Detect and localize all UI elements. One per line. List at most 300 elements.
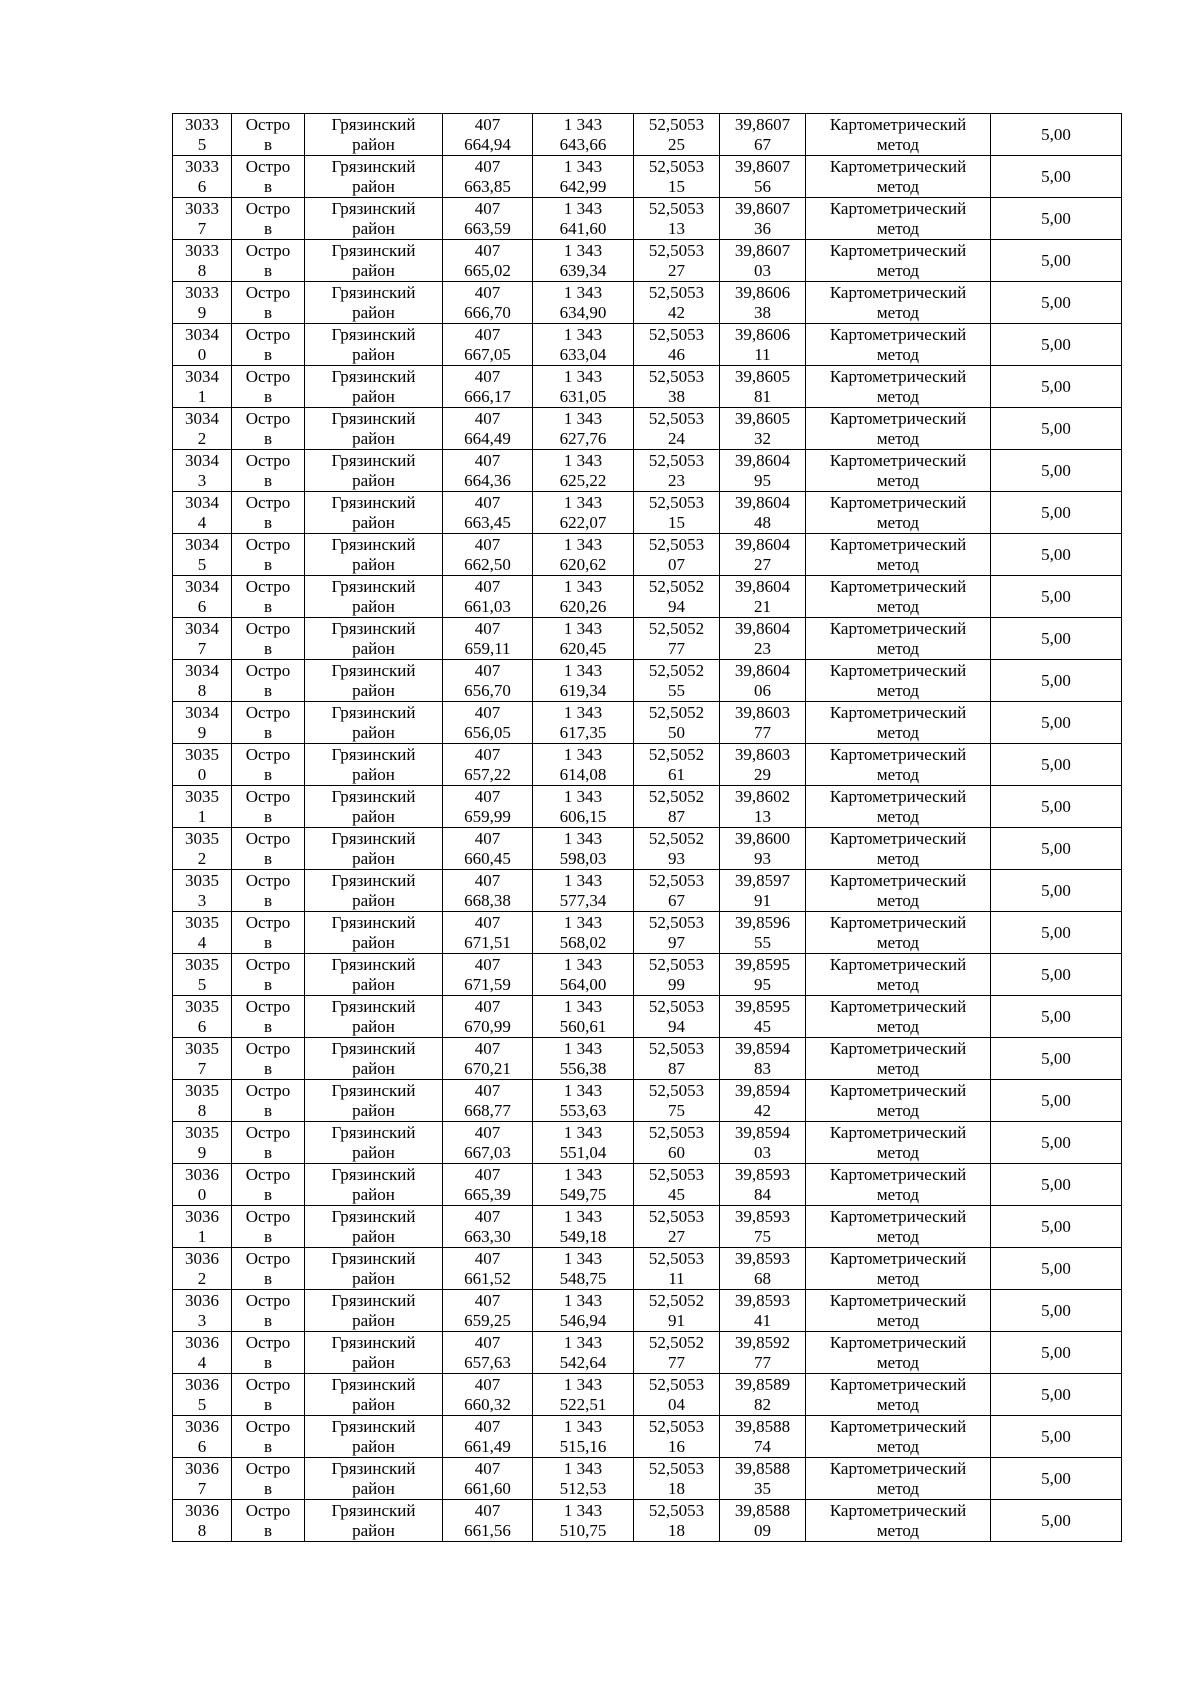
object-type-cell-line: Остро: [245, 618, 291, 638]
coord-x-cell-line: 407: [474, 1458, 501, 1478]
coord-y-cell: [533, 1038, 634, 1080]
point-number-cell-line: 3034: [185, 618, 219, 638]
method-cell-line: метод: [876, 848, 920, 868]
district-cell-line: район: [352, 1226, 395, 1246]
point-number-cell-line: 3033: [185, 282, 219, 302]
latitude-cell-line: 87: [668, 1058, 685, 1078]
district-cell-line: Грязинский: [331, 366, 416, 386]
coord-y-cell-line: 606,15: [559, 806, 607, 826]
latitude-cell-line: 52,5053: [648, 912, 705, 932]
accuracy-cell: 5,00: [991, 870, 1122, 912]
longitude-cell-line: 09: [754, 1520, 771, 1540]
object-type-cell: [232, 954, 305, 996]
district-cell: [305, 408, 443, 450]
method-cell: [806, 324, 991, 366]
coord-y-cell-line: 510,75: [559, 1520, 607, 1540]
district-cell: [305, 1122, 443, 1164]
latitude-cell-line: 38: [668, 386, 685, 406]
latitude-cell-line: 67: [668, 890, 685, 910]
point-number-cell-line: 3: [197, 470, 207, 490]
latitude-cell: [634, 828, 720, 870]
latitude-cell: [634, 1416, 720, 1458]
coord-x-cell: [443, 1080, 533, 1122]
longitude-cell: [720, 114, 806, 156]
coord-y-cell: [533, 114, 634, 156]
method-cell-line: Картометрический: [829, 1164, 967, 1184]
latitude-cell-line: 11: [668, 1268, 685, 1288]
coord-x-cell-line: 661,49: [464, 1436, 511, 1456]
coord-x-cell: [443, 828, 533, 870]
coord-x-cell-line: 657,63: [464, 1352, 511, 1372]
district-cell-line: район: [352, 1142, 395, 1162]
coord-x-cell: [443, 240, 533, 282]
object-type-cell: [232, 912, 305, 954]
longitude-cell-line: 42: [754, 1100, 771, 1120]
table-row: [173, 702, 1122, 744]
coord-x-cell-line: 407: [474, 786, 501, 806]
longitude-cell: [720, 576, 806, 618]
point-number-cell: [173, 1416, 232, 1458]
method-cell: [806, 870, 991, 912]
district-cell-line: район: [352, 428, 395, 448]
latitude-cell-line: 52,5053: [648, 1122, 705, 1142]
accuracy-cell: 5,00: [991, 828, 1122, 870]
coord-y-cell-line: 620,62: [559, 554, 607, 574]
district-cell-line: район: [352, 1016, 395, 1036]
object-type-cell: [232, 450, 305, 492]
object-type-cell-line: в: [263, 806, 273, 826]
coord-x-cell: [443, 450, 533, 492]
district-cell-line: район: [352, 680, 395, 700]
longitude-cell-line: 95: [754, 974, 771, 994]
point-number-cell: [173, 492, 232, 534]
method-cell: [806, 492, 991, 534]
coord-x-cell-line: 407: [474, 1206, 501, 1226]
point-number-cell-line: 4: [197, 932, 207, 952]
district-cell-line: район: [352, 848, 395, 868]
coord-y-cell-line: 1 343: [563, 198, 603, 218]
coord-y-cell: [533, 1164, 634, 1206]
accuracy-cell: 5,00: [991, 660, 1122, 702]
method-cell-line: Картометрический: [829, 870, 967, 890]
table-row: [173, 1458, 1122, 1500]
longitude-cell: [720, 450, 806, 492]
method-cell: [806, 450, 991, 492]
coord-x-cell-line: 656,05: [464, 722, 511, 742]
coord-y-cell: [533, 450, 634, 492]
point-number-cell-line: 5: [197, 974, 207, 994]
table-row: [173, 492, 1122, 534]
district-cell-line: район: [352, 1268, 395, 1288]
district-cell-line: Грязинский: [331, 156, 416, 176]
longitude-cell-line: 45: [754, 1016, 771, 1036]
district-cell-line: район: [352, 470, 395, 490]
accuracy-cell: 5,00: [991, 1038, 1122, 1080]
latitude-cell-line: 52,5053: [648, 954, 705, 974]
coord-x-cell-line: 661,52: [464, 1268, 511, 1288]
latitude-cell-line: 91: [668, 1310, 685, 1330]
latitude-cell: [634, 1080, 720, 1122]
district-cell: [305, 1080, 443, 1122]
point-number-cell-line: 9: [197, 722, 207, 742]
coord-x-cell: [443, 114, 533, 156]
table-row: [173, 912, 1122, 954]
longitude-cell-line: 39,8588: [734, 1416, 791, 1436]
coord-y-cell: [533, 366, 634, 408]
coord-x-cell: [443, 954, 533, 996]
district-cell-line: Грязинский: [331, 492, 416, 512]
latitude-cell: [634, 744, 720, 786]
longitude-cell: [720, 1122, 806, 1164]
method-cell-line: Картометрический: [829, 618, 967, 638]
coord-x-cell-line: 407: [474, 618, 501, 638]
point-number-cell-line: 3: [197, 890, 207, 910]
point-number-cell: [173, 996, 232, 1038]
longitude-cell: [720, 1458, 806, 1500]
coord-x-cell-line: 407: [474, 1500, 501, 1520]
latitude-cell: [634, 114, 720, 156]
object-type-cell-line: в: [263, 470, 273, 490]
latitude-cell-line: 94: [668, 596, 685, 616]
latitude-cell: [634, 912, 720, 954]
point-number-cell-line: 3: [197, 1310, 207, 1330]
longitude-cell-line: 39,8603: [734, 744, 791, 764]
coord-x-cell-line: 666,70: [464, 302, 511, 322]
district-cell-line: район: [352, 554, 395, 574]
coord-y-cell-line: 614,08: [559, 764, 607, 784]
coord-x-cell: [443, 534, 533, 576]
coord-y-cell-line: 1 343: [563, 660, 603, 680]
coord-x-cell-line: 659,99: [464, 806, 511, 826]
latitude-cell: [634, 954, 720, 996]
longitude-cell-line: 56: [754, 176, 771, 196]
latitude-cell-line: 77: [668, 638, 685, 658]
coord-y-cell: [533, 1248, 634, 1290]
method-cell-line: метод: [876, 176, 920, 196]
method-cell-line: Картометрический: [829, 324, 967, 344]
coord-y-cell-line: 1 343: [563, 1332, 603, 1352]
longitude-cell: [720, 870, 806, 912]
table-row: [173, 450, 1122, 492]
coord-y-cell: [533, 828, 634, 870]
longitude-cell: [720, 1332, 806, 1374]
coord-y-cell: [533, 324, 634, 366]
latitude-cell-line: 52,5053: [648, 366, 705, 386]
object-type-cell-line: Остро: [245, 702, 291, 722]
district-cell-line: Грязинский: [331, 324, 416, 344]
point-number-cell-line: 3035: [185, 870, 219, 890]
point-number-cell-line: 3034: [185, 702, 219, 722]
longitude-cell-line: 39,8595: [734, 996, 791, 1016]
longitude-cell: [720, 702, 806, 744]
coord-y-cell: [533, 282, 634, 324]
point-number-cell: [173, 1458, 232, 1500]
method-cell-line: метод: [876, 134, 920, 154]
latitude-cell: [634, 1332, 720, 1374]
latitude-cell-line: 52,5053: [648, 324, 705, 344]
district-cell: [305, 492, 443, 534]
coord-x-cell-line: 663,45: [464, 512, 511, 532]
district-cell: [305, 828, 443, 870]
coord-y-cell-line: 1 343: [563, 912, 603, 932]
point-number-cell-line: 2: [197, 848, 207, 868]
coord-y-cell: [533, 618, 634, 660]
point-number-cell-line: 3033: [185, 156, 219, 176]
object-type-cell: [232, 870, 305, 912]
coord-x-cell: [443, 324, 533, 366]
latitude-cell-line: 52,5053: [648, 240, 705, 260]
accuracy-cell: 5,00: [991, 1080, 1122, 1122]
district-cell-line: Грязинский: [331, 1290, 416, 1310]
table-row: [173, 534, 1122, 576]
object-type-cell-line: в: [263, 1394, 273, 1414]
latitude-cell-line: 52,5053: [648, 1416, 705, 1436]
coord-y-cell-line: 577,34: [559, 890, 607, 910]
point-number-cell: [173, 1080, 232, 1122]
coord-y-cell-line: 627,76: [559, 428, 607, 448]
point-number-cell-line: 5: [197, 554, 207, 574]
coord-x-cell-line: 661,56: [464, 1520, 511, 1540]
coord-y-cell: [533, 1122, 634, 1164]
latitude-cell-line: 52,5053: [648, 1248, 705, 1268]
method-cell-line: Картометрический: [829, 1206, 967, 1226]
coord-y-cell-line: 1 343: [563, 828, 603, 848]
coord-x-cell-line: 407: [474, 1248, 501, 1268]
longitude-cell-line: 39,8600: [734, 828, 791, 848]
longitude-cell-line: 39,8603: [734, 702, 791, 722]
method-cell-line: метод: [876, 638, 920, 658]
method-cell-line: Картометрический: [829, 1374, 967, 1394]
object-type-cell-line: в: [263, 260, 273, 280]
longitude-cell-line: 36: [754, 218, 771, 238]
longitude-cell-line: 39,8607: [734, 240, 791, 260]
coord-y-cell-line: 642,99: [559, 176, 607, 196]
point-number-cell-line: 6: [197, 596, 207, 616]
coord-x-cell: [443, 744, 533, 786]
coord-y-cell: [533, 996, 634, 1038]
coord-y-cell-line: 622,07: [559, 512, 607, 532]
object-type-cell: [232, 198, 305, 240]
coord-y-cell-line: 1 343: [563, 1080, 603, 1100]
coordinates-table: [172, 113, 1122, 1542]
coord-y-cell-line: 1 343: [563, 954, 603, 974]
longitude-cell-line: 39,8593: [734, 1290, 791, 1310]
district-cell: [305, 1500, 443, 1542]
point-number-cell-line: 0: [197, 764, 207, 784]
longitude-cell: [720, 912, 806, 954]
object-type-cell: [232, 408, 305, 450]
coord-y-cell-line: 549,75: [559, 1184, 607, 1204]
coord-y-cell-line: 631,05: [559, 386, 607, 406]
coord-x-cell: [443, 1500, 533, 1542]
longitude-cell-line: 39,8604: [734, 534, 791, 554]
point-number-cell-line: 6: [197, 1016, 207, 1036]
point-number-cell: [173, 1122, 232, 1164]
method-cell-line: Картометрический: [829, 1416, 967, 1436]
longitude-cell: [720, 1290, 806, 1332]
district-cell: [305, 1374, 443, 1416]
method-cell-line: метод: [876, 218, 920, 238]
method-cell-line: метод: [876, 302, 920, 322]
longitude-cell-line: 55: [754, 932, 771, 952]
point-number-cell: [173, 1290, 232, 1332]
longitude-cell-line: 39,8602: [734, 786, 791, 806]
method-cell-line: Картометрический: [829, 450, 967, 470]
district-cell-line: Грязинский: [331, 240, 416, 260]
coord-y-cell-line: 542,64: [559, 1352, 607, 1372]
longitude-cell: [720, 1416, 806, 1458]
district-cell-line: Грязинский: [331, 996, 416, 1016]
longitude-cell-line: 39,8594: [734, 1038, 791, 1058]
coord-x-cell-line: 659,25: [464, 1310, 511, 1330]
latitude-cell-line: 52,5053: [648, 1374, 705, 1394]
coord-x-cell-line: 663,59: [464, 218, 511, 238]
object-type-cell-line: Остро: [245, 282, 291, 302]
object-type-cell-line: в: [263, 638, 273, 658]
coord-x-cell: [443, 702, 533, 744]
object-type-cell-line: в: [263, 428, 273, 448]
coord-y-cell-line: 1 343: [563, 450, 603, 470]
district-cell-line: Грязинский: [331, 282, 416, 302]
method-cell-line: Картометрический: [829, 492, 967, 512]
longitude-cell-line: 39,8604: [734, 576, 791, 596]
latitude-cell-line: 23: [668, 470, 685, 490]
table-row: [173, 1500, 1122, 1542]
table-row: [173, 282, 1122, 324]
object-type-cell-line: в: [263, 1352, 273, 1372]
method-cell-line: метод: [876, 764, 920, 784]
method-cell-line: метод: [876, 1100, 920, 1120]
coord-x-cell: [443, 996, 533, 1038]
longitude-cell-line: 35: [754, 1478, 771, 1498]
district-cell-line: Грязинский: [331, 1332, 416, 1352]
accuracy-cell: 5,00: [991, 408, 1122, 450]
method-cell: [806, 1290, 991, 1332]
object-type-cell-line: Остро: [245, 1038, 291, 1058]
coord-y-cell-line: 1 343: [563, 618, 603, 638]
object-type-cell: [232, 1038, 305, 1080]
table-row: [173, 1332, 1122, 1374]
coord-y-cell: [533, 702, 634, 744]
district-cell: [305, 576, 443, 618]
latitude-cell-line: 52,5053: [648, 198, 705, 218]
object-type-cell-line: в: [263, 1436, 273, 1456]
coord-y-cell: [533, 576, 634, 618]
coord-y-cell-line: 619,34: [559, 680, 607, 700]
coord-x-cell: [443, 660, 533, 702]
district-cell: [305, 954, 443, 996]
object-type-cell-line: Остро: [245, 1416, 291, 1436]
longitude-cell-line: 83: [754, 1058, 771, 1078]
longitude-cell-line: 39,8604: [734, 618, 791, 638]
accuracy-cell: 5,00: [991, 744, 1122, 786]
longitude-cell-line: 39,8589: [734, 1374, 791, 1394]
point-number-cell-line: 1: [197, 806, 207, 826]
method-cell-line: Картометрический: [829, 1290, 967, 1310]
latitude-cell: [634, 1122, 720, 1164]
point-number-cell-line: 3034: [185, 492, 219, 512]
coord-x-cell-line: 407: [474, 870, 501, 890]
district-cell-line: Грязинский: [331, 534, 416, 554]
longitude-cell-line: 67: [754, 134, 771, 154]
coord-y-cell-line: 556,38: [559, 1058, 607, 1078]
district-cell-line: район: [352, 386, 395, 406]
district-cell-line: Грязинский: [331, 1248, 416, 1268]
object-type-cell-line: в: [263, 848, 273, 868]
method-cell-line: Картометрический: [829, 660, 967, 680]
coord-y-cell-line: 1 343: [563, 1290, 603, 1310]
object-type-cell-line: в: [263, 890, 273, 910]
method-cell-line: Картометрический: [829, 1500, 967, 1520]
table-row: [173, 828, 1122, 870]
district-cell: [305, 450, 443, 492]
object-type-cell-line: в: [263, 386, 273, 406]
longitude-cell: [720, 240, 806, 282]
method-cell-line: метод: [876, 1352, 920, 1372]
point-number-cell-line: 3035: [185, 1038, 219, 1058]
longitude-cell: [720, 282, 806, 324]
district-cell: [305, 156, 443, 198]
coord-y-cell-line: 1 343: [563, 240, 603, 260]
point-number-cell-line: 3035: [185, 828, 219, 848]
method-cell: [806, 1206, 991, 1248]
object-type-cell-line: в: [263, 1520, 273, 1540]
accuracy-cell: 5,00: [991, 198, 1122, 240]
point-number-cell-line: 9: [197, 1142, 207, 1162]
object-type-cell: [232, 576, 305, 618]
longitude-cell-line: 39,8592: [734, 1332, 791, 1352]
object-type-cell-line: в: [263, 974, 273, 994]
district-cell-line: Грязинский: [331, 1416, 416, 1436]
method-cell: [806, 240, 991, 282]
coord-x-cell-line: 407: [474, 702, 501, 722]
point-number-cell: [173, 366, 232, 408]
district-cell-line: район: [352, 1310, 395, 1330]
coord-y-cell-line: 1 343: [563, 408, 603, 428]
point-number-cell-line: 0: [197, 1184, 207, 1204]
coord-x-cell-line: 671,51: [464, 932, 511, 952]
latitude-cell-line: 15: [668, 512, 685, 532]
coord-y-cell-line: 551,04: [559, 1142, 607, 1162]
district-cell-line: район: [352, 974, 395, 994]
longitude-cell: [720, 1038, 806, 1080]
latitude-cell: [634, 1248, 720, 1290]
coord-x-cell: [443, 912, 533, 954]
method-cell-line: Картометрический: [829, 240, 967, 260]
district-cell: [305, 1248, 443, 1290]
coord-x-cell-line: 668,38: [464, 890, 511, 910]
coord-x-cell-line: 407: [474, 1416, 501, 1436]
object-type-cell: [232, 1206, 305, 1248]
latitude-cell-line: 52,5053: [648, 534, 705, 554]
longitude-cell: [720, 618, 806, 660]
method-cell-line: Картометрический: [829, 156, 967, 176]
district-cell-line: Грязинский: [331, 870, 416, 890]
table-row: [173, 1206, 1122, 1248]
accuracy-cell: 5,00: [991, 1374, 1122, 1416]
object-type-cell-line: Остро: [245, 1332, 291, 1352]
table-row: [173, 1290, 1122, 1332]
method-cell: [806, 1038, 991, 1080]
longitude-cell-line: 39,8594: [734, 1122, 791, 1142]
coord-y-cell-line: 1 343: [563, 576, 603, 596]
coord-x-cell: [443, 1374, 533, 1416]
district-cell: [305, 618, 443, 660]
object-type-cell: [232, 1164, 305, 1206]
district-cell-line: Грязинский: [331, 576, 416, 596]
method-cell-line: метод: [876, 1394, 920, 1414]
longitude-cell-line: 39,8606: [734, 282, 791, 302]
